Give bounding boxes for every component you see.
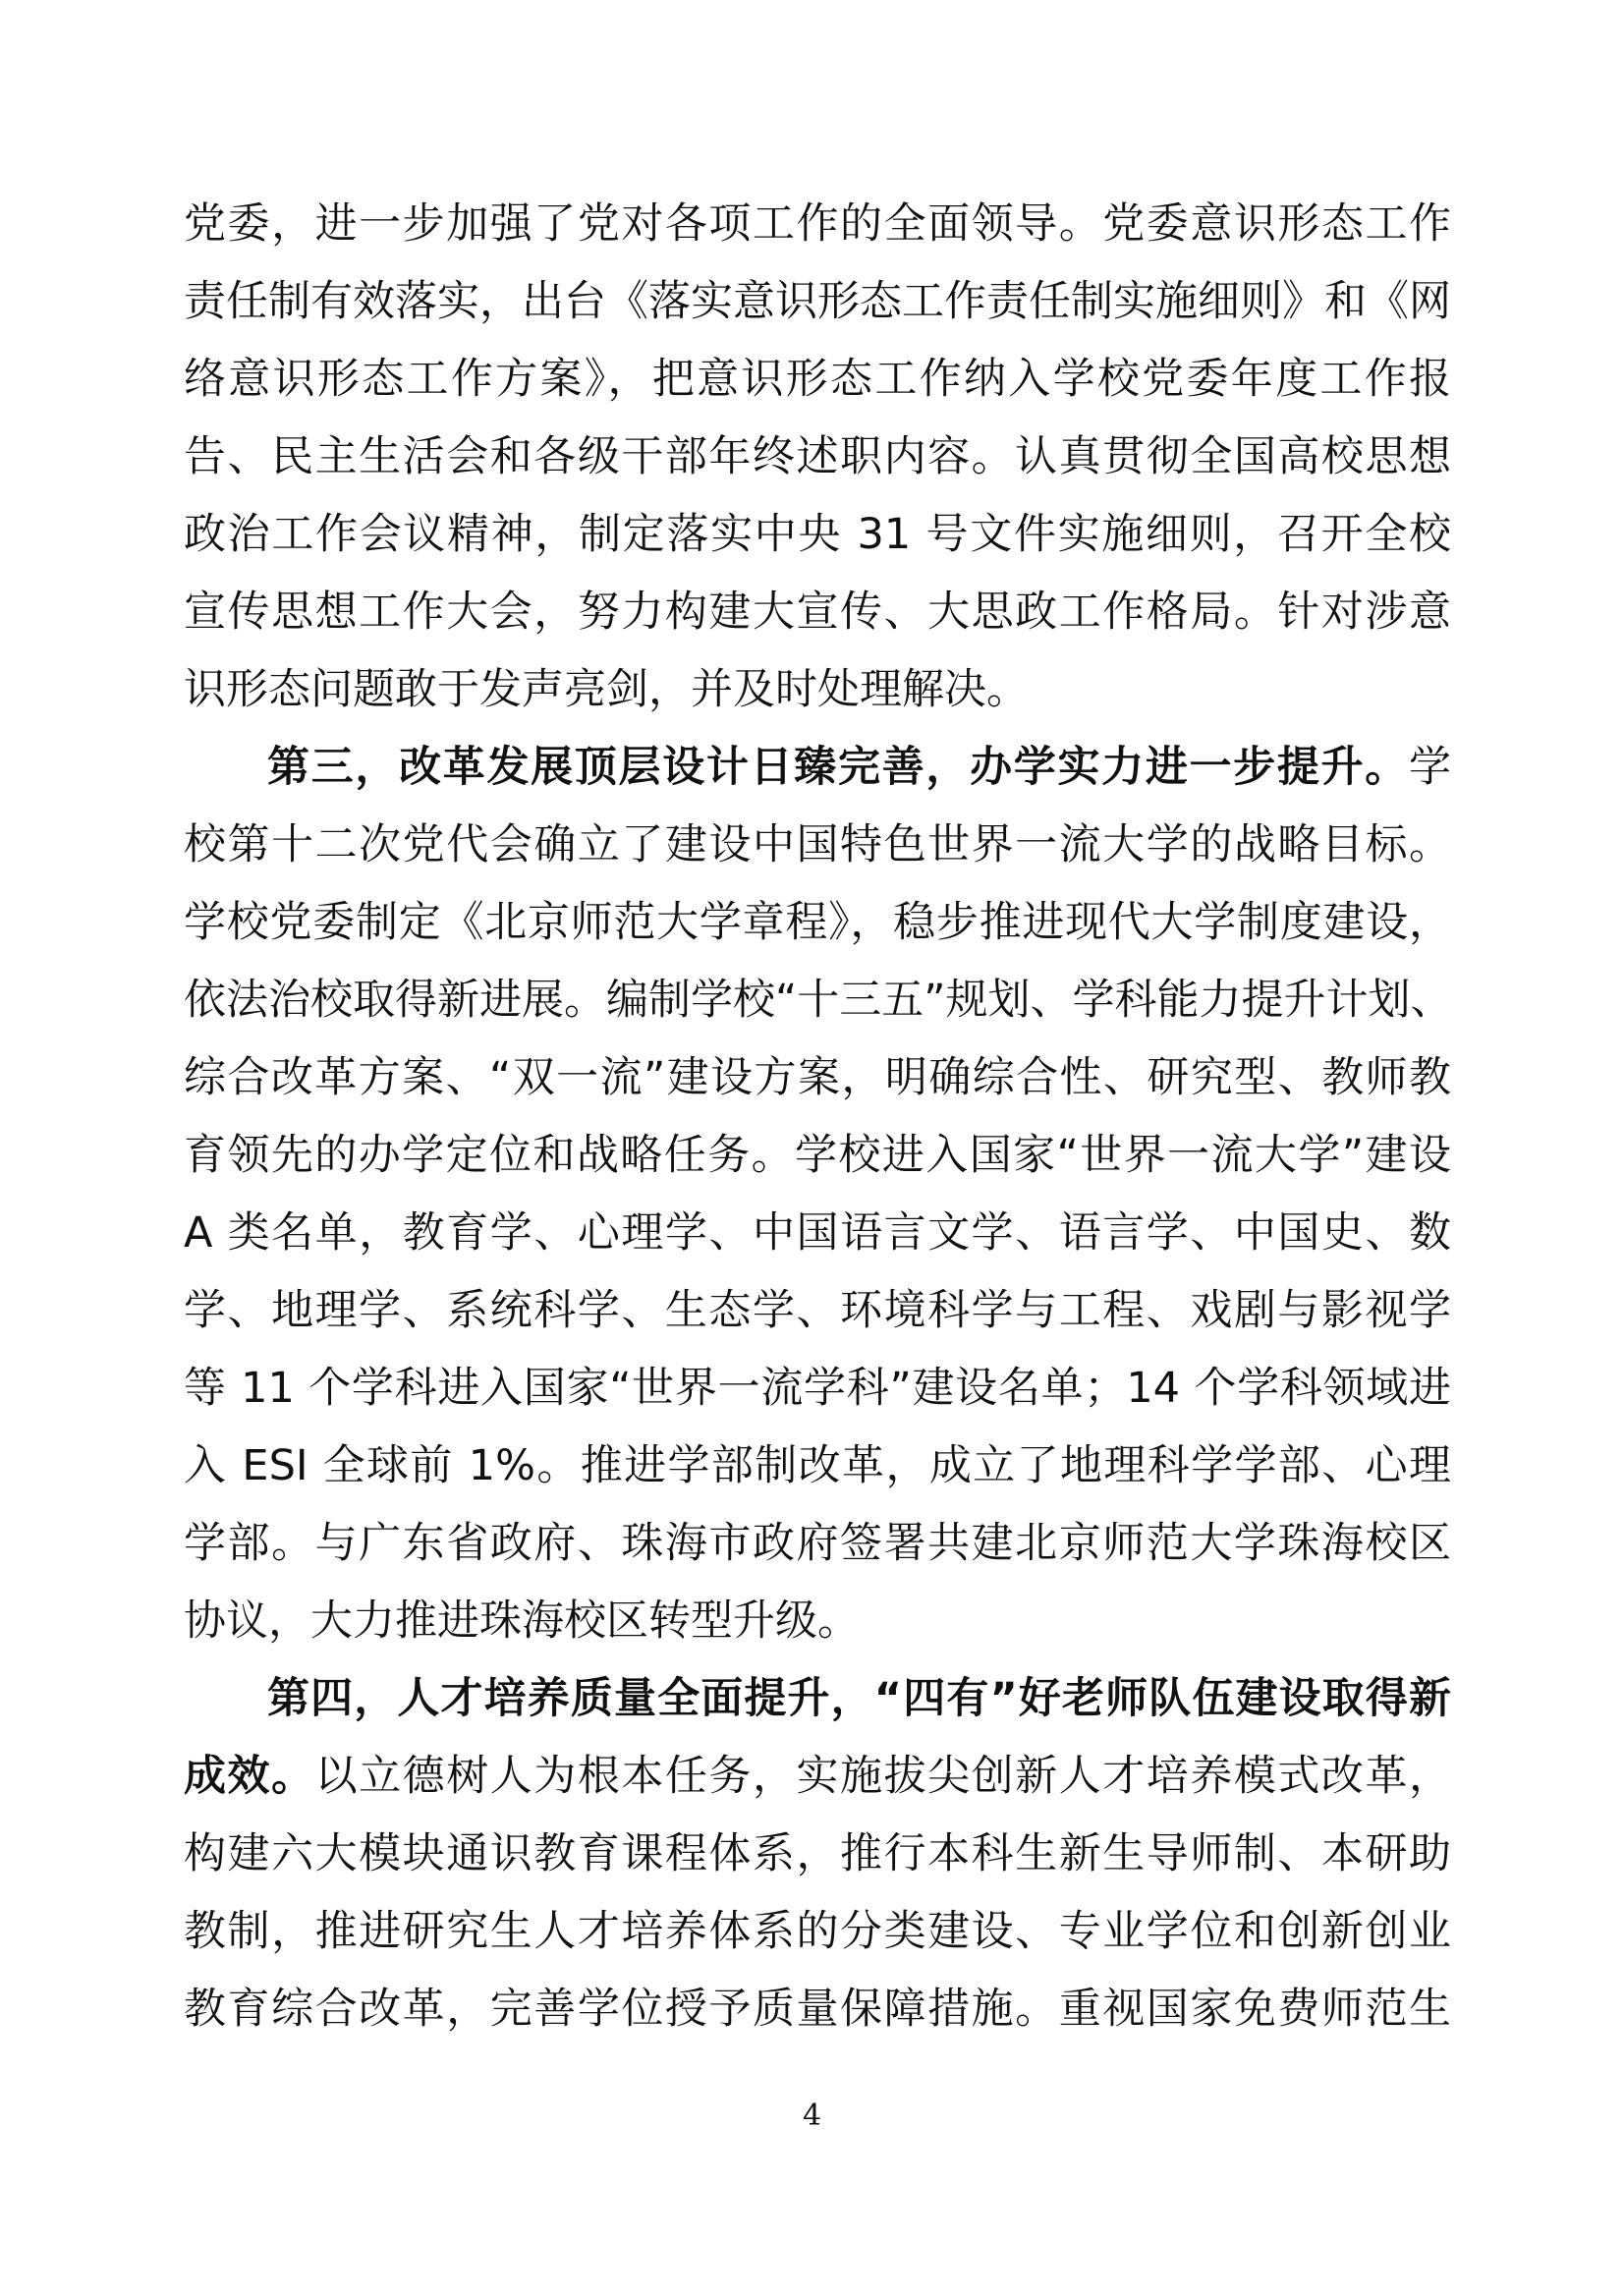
paragraph-line: 依法治校取得新进展。编制学校“十三五”规划、学科能力提升计划、 [184,976,1453,1025]
paragraph-line: 学、地理学、系统科学、生态学、环境科学与工程、戏剧与影视学 [184,1286,1451,1335]
paragraph-line: 政治工作会议精神，制定落实中央 31 号文件实施细则，召开全校 [184,510,1451,559]
paragraph-line: 宣传思想工作大会，努力构建大宣传、大思政工作格局。针对涉意 [184,588,1451,637]
section-heading-line: 第三，改革发展顶层设计日臻完善，办学实力进一步提升。学 [267,743,1451,792]
paragraph-line: 构建六大模块通识教育课程体系，推行本科生新生导师制、本研助 [184,1829,1451,1878]
section-heading-line: 成效。以立德树人为根本任务，实施拔尖创新人才培养模式改革， [184,1752,1452,1801]
paragraph-line: 校第十二次党代会确立了建设中国特色世界一流大学的战略目标。 [184,820,1451,869]
paragraph-line: 教制，推进研究生人才培养体系的分类建设、专业学位和创新创业 [184,1907,1451,1956]
paragraph-line: 党委，进一步加强了党对各项工作的全面领导。党委意识形态工作 [184,199,1451,249]
paragraph-line: 等 11 个学科进入国家“世界一流学科”建设名单；14 个学科领域进 [184,1364,1451,1413]
paragraph-line: 络意识形态工作方案》，把意识形态工作纳入学校党委年度工作报 [184,355,1451,404]
section-heading-fourth: 第四，人才培养质量全面提升，“四有”好老师队伍建设取得新 [267,1674,1451,1723]
page-number: 4 [802,2099,822,2133]
section-heading-third: 第三，改革发展顶层设计日臻完善，办学实力进一步提升。 [267,743,1409,792]
paragraph-line: 告、民主生活会和各级干部年终述职内容。认真贯彻全国高校思想 [184,432,1451,481]
paragraph-line: 学校党委制定《北京师范大学章程》，稳步推进现代大学制度建设， [184,898,1451,947]
section-heading-fourth-end: 成效。 [184,1752,315,1801]
paragraph-line: 学部。与广东省政府、珠海市政府签署共建北京师范大学珠海校区 [184,1519,1451,1568]
paragraph-line: 教育综合改革，完善学位授予质量保障措施。重视国家免费师范生 [184,1985,1451,2034]
paragraph-line: 育领先的办学定位和战略任务。学校进入国家“世界一流大学”建设 [184,1131,1451,1180]
paragraph-line: 入 ESI 全球前 1%。推进学部制改革，成立了地理科学学部、心理 [184,1441,1451,1490]
paragraph-line: 协议，大力推进珠海校区转型升级。 [184,1596,860,1646]
paragraph-line: A 类名单，教育学、心理学、中国语言文学、语言学、中国史、数 [184,1208,1451,1258]
paragraph-line: 综合改革方案、“双一流”建设方案，明确综合性、研究型、教师教 [184,1053,1451,1102]
paragraph-line: 责任制有效落实，出台《落实意识形态工作责任制实施细则》和《网 [184,277,1451,326]
paragraph-line: 识形态问题敢于发声亮剑，并及时处理解决。 [184,665,1029,714]
